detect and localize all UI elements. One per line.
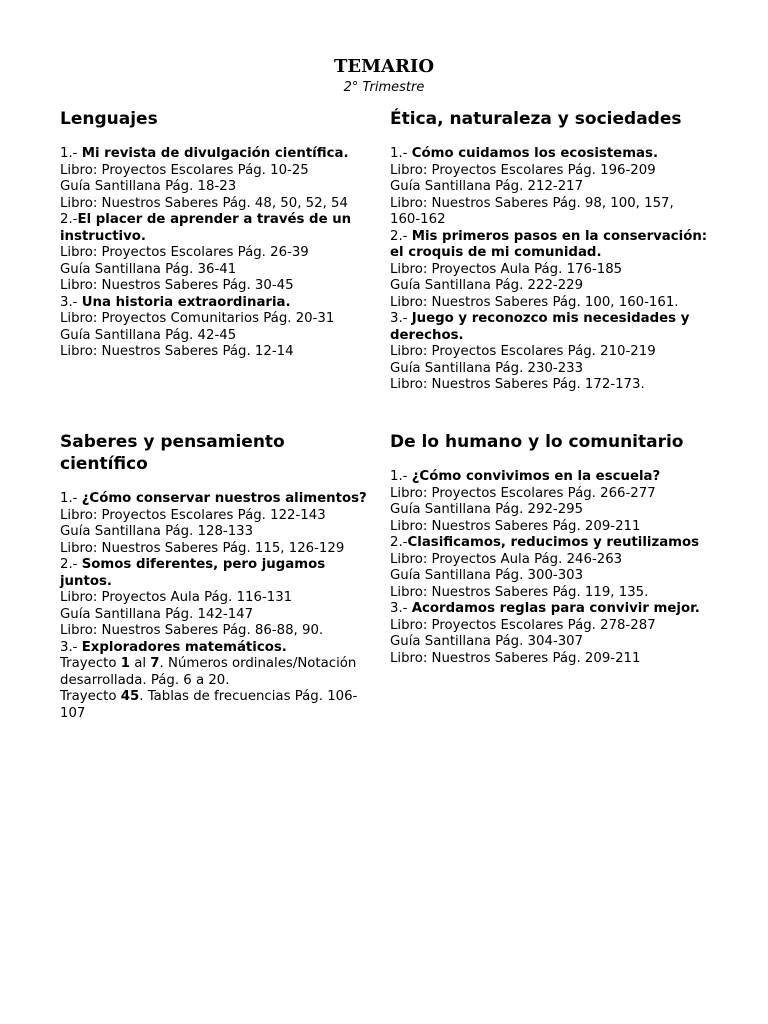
document-subtitle: 2° Trimestre (343, 80, 425, 95)
reference-line: Libro: Nuestros Saberes Pág. 100, 160-161. (390, 294, 679, 310)
reference-line: Guía Santillana Pág. 142-147 (60, 606, 254, 622)
trayecto-number: 1 (120, 656, 130, 671)
topic-heading (60, 212, 378, 245)
trayecto-number: 7 (150, 656, 160, 671)
topic-title: Mi revista de divulgación científica. (81, 146, 349, 161)
topic-heading (390, 535, 708, 552)
topic-item (390, 146, 708, 229)
reference-line: Libro: Nuestros Saberes Pág. 48, 50, 52, 54 (60, 195, 348, 211)
reference-line: Guía Santillana Pág. 36-41 (60, 261, 237, 277)
reference-line: Libro: Nuestros Saberes Pág. 98, 100, 157, 160-162 (390, 195, 674, 227)
topic-title: Acordamos reglas para convivir mejor. (411, 601, 700, 616)
reference-line (60, 656, 378, 689)
topic-item (60, 640, 378, 723)
text: al (129, 656, 151, 671)
topic-heading (60, 295, 378, 312)
section-heading: Saberes y pensamiento científico (60, 432, 285, 474)
topic-item (390, 469, 708, 535)
section-heading: De lo humano y lo comunitario (390, 432, 684, 452)
reference-line: Guía Santillana Pág. 128-133 (60, 524, 254, 539)
topic-heading (60, 491, 378, 508)
topic-item (60, 557, 378, 640)
reference-line: Libro: Proyectos Escolares Pág. 122-143 (60, 507, 326, 523)
reference-line: Guía Santillana Pág. 300-303 (390, 568, 584, 583)
topic-heading (390, 311, 708, 344)
section-etica-naturaleza-sociedades (390, 108, 708, 394)
reference-line: Guía Santillana Pág. 212-217 (390, 179, 584, 194)
reference-line: Libro: Proyectos Escolares Pág. 196-209 (390, 162, 656, 178)
reference-line: Guía Santillana Pág. 230-233 (390, 360, 584, 376)
reference-line: Libro: Proyectos Escolares Pág. 278-287 (390, 617, 656, 633)
reference-line: Libro: Proyectos Comunitarios Pág. 20-31 (60, 311, 335, 326)
topic-heading (390, 601, 708, 618)
topic-title: Exploradores matemáticos. (81, 639, 287, 655)
topic-title: Mis primeros pasos en la conservación: el croquis de mi comunidad. (390, 228, 708, 260)
topic-title: ¿Cómo convivimos en la escuela? (411, 469, 661, 484)
topic-list (390, 146, 708, 394)
text: Trayecto (60, 689, 121, 704)
trayecto-number: 45 (120, 689, 140, 704)
topic-number: 1.- (60, 146, 82, 161)
reference-line: Libro: Nuestros Saberes Pág. 209-211 (390, 518, 641, 534)
topic-item (390, 229, 708, 312)
topic-item (60, 295, 378, 361)
reference-line: Libro: Proyectos Aula Pág. 176-185 (390, 261, 623, 277)
topic-title: Juego y reconozco mis necesidades y derechos. (390, 311, 690, 343)
topic-title: Clasificamos, reducimos y reutilizamos (407, 535, 700, 550)
section-heading: Ética, naturaleza y sociedades (390, 109, 682, 129)
reference-line: Guía Santillana Pág. 304-307 (390, 634, 584, 649)
reference-line: Libro: Proyectos Aula Pág. 116-131 (60, 590, 293, 605)
topic-title: Una historia extraordinaria. (81, 294, 291, 310)
topic-item (390, 311, 708, 394)
document-title: TEMARIO (333, 56, 435, 77)
reference-line: Guía Santillana Pág. 292-295 (390, 502, 584, 517)
topic-list (60, 491, 378, 722)
reference-line: Libro: Nuestros Saberes Pág. 30-45 (60, 278, 294, 293)
text: Trayecto (60, 656, 121, 671)
topic-title: ¿Cómo conservar nuestros alimentos? (81, 491, 367, 506)
topic-heading (60, 557, 378, 590)
section-saberes-pensamiento-cientifico (60, 431, 378, 722)
topic-title: Somos diferentes, pero jugamos juntos. (60, 557, 326, 589)
section-heading: Lenguajes (60, 109, 158, 129)
topic-number: 3.- (390, 601, 412, 616)
topic-item (60, 146, 378, 212)
section-lenguajes (60, 108, 378, 361)
topic-list (60, 146, 378, 361)
topic-number: 2.- (60, 212, 78, 227)
topic-number: 2.- (60, 557, 82, 572)
topic-item (60, 491, 378, 557)
topic-number: 3.- (390, 311, 412, 326)
reference-line: Libro: Nuestros Saberes Pág. 172-173. (390, 377, 645, 392)
topic-number: 3.- (60, 639, 82, 655)
topic-heading (390, 469, 708, 486)
reference-line: Guía Santillana Pág. 222-229 (390, 278, 584, 293)
reference-line: Libro: Proyectos Escolares Pág. 266-277 (390, 485, 656, 501)
reference-line: Libro: Nuestros Saberes Pág. 12-14 (60, 344, 294, 359)
text: . Tablas de frecuencias Pág. 106-107 (60, 689, 358, 721)
topic-list (390, 469, 708, 667)
topic-number: 1.- (60, 491, 82, 506)
reference-line: Guía Santillana Pág. 18-23 (60, 179, 237, 194)
text: . Números ordinales/Notación desarrollada. Pág. 6 a 20. (60, 656, 357, 688)
topic-heading (60, 640, 378, 657)
reference-line (60, 689, 378, 722)
reference-line: Libro: Nuestros Saberes Pág. 115, 126-129 (60, 540, 345, 556)
section-humano-comunitario (390, 431, 708, 667)
reference-line: Libro: Proyectos Escolares Pág. 26-39 (60, 245, 309, 260)
topic-number: 1.- (390, 146, 412, 161)
topic-heading (390, 146, 708, 163)
topic-number: 2.- (390, 228, 412, 244)
topic-item (60, 212, 378, 295)
topic-heading (60, 146, 378, 163)
topic-number: 1.- (390, 469, 412, 484)
topic-item (390, 535, 708, 601)
topic-number: 2.- (390, 535, 408, 550)
topic-item (390, 601, 708, 667)
reference-line: Guía Santillana Pág. 42-45 (60, 327, 237, 343)
reference-line: Libro: Nuestros Saberes Pág. 86-88, 90. (60, 623, 324, 638)
reference-line: Libro: Proyectos Escolares Pág. 210-219 (390, 344, 656, 359)
topic-heading (390, 229, 708, 262)
topic-title: El placer de aprender a través de un instructivo. (60, 212, 352, 244)
topic-number: 3.- (60, 294, 82, 310)
reference-line: Libro: Proyectos Escolares Pág. 10-25 (60, 162, 309, 178)
reference-line: Libro: Nuestros Saberes Pág. 119, 135. (390, 584, 649, 600)
topic-title: Cómo cuidamos los ecosistemas. (411, 146, 658, 161)
reference-line: Libro: Nuestros Saberes Pág. 209-211 (390, 650, 641, 666)
reference-line: Libro: Proyectos Aula Pág. 246-263 (390, 551, 623, 567)
